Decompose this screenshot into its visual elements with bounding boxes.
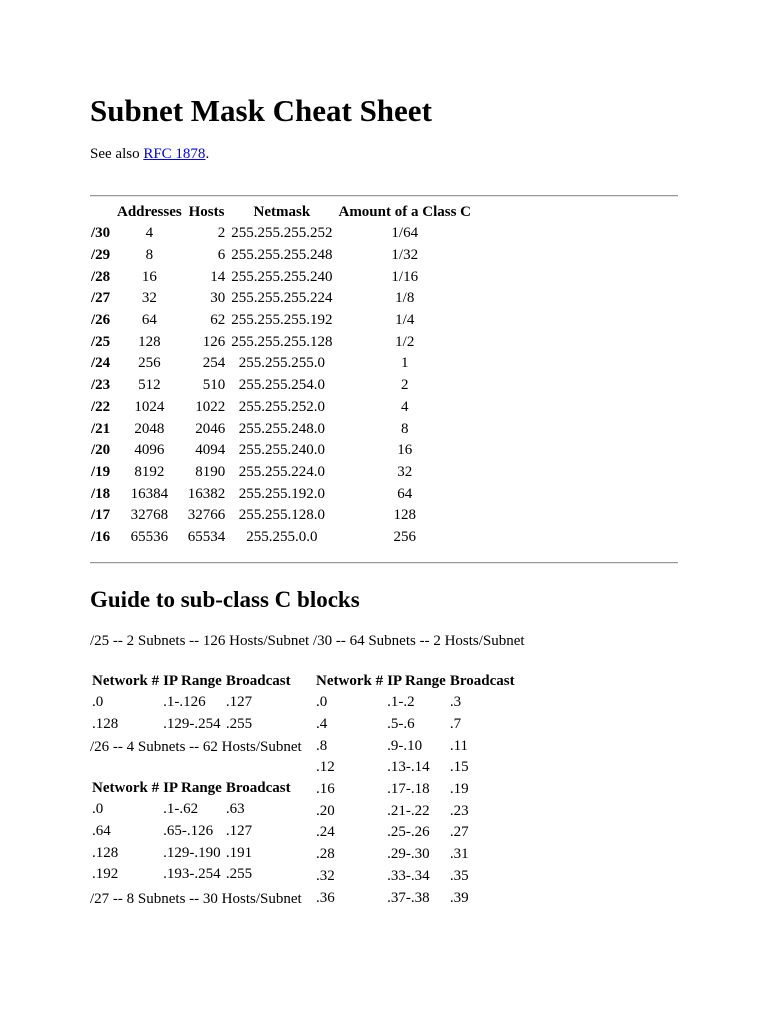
bottom-divider	[90, 562, 678, 564]
broadcast-header: Broadcast	[449, 673, 515, 689]
hosts-cell: 6	[217, 247, 226, 264]
addresses-cell: 4	[145, 225, 154, 242]
ip-range-cell: .21-.22	[387, 802, 430, 819]
broadcast-cell: .39	[449, 889, 469, 906]
addresses-cell: 16	[141, 268, 157, 285]
ip-range-cell: .29-.30	[387, 846, 430, 863]
hosts-cell: 14	[210, 268, 226, 285]
subnet-mask-table	[88, 202, 474, 548]
netmask-cell: 255.255.255.224	[231, 290, 333, 307]
class-c-amount-cell: 128	[393, 507, 416, 524]
broadcast-cell: .127	[225, 694, 253, 711]
prefix-cell: /28	[91, 268, 111, 285]
addresses-cell: 8192	[134, 463, 165, 480]
network-cell: .128	[92, 716, 119, 733]
hosts-cell: 2	[217, 225, 226, 242]
prefix-cell: /21	[91, 420, 111, 437]
subnet-25-body	[90, 692, 293, 735]
subnet-30-header-row	[314, 671, 517, 692]
column-header-hosts: Hosts	[188, 204, 225, 220]
netmask-cell: 255.255.192.0	[238, 485, 325, 502]
subnet-25-row	[90, 692, 293, 714]
broadcast-cell: .35	[449, 867, 469, 884]
subnet-30-body	[314, 692, 517, 909]
subnet-26-header-row	[90, 778, 293, 799]
broadcast-cell: .11	[449, 737, 469, 754]
class-c-amount-cell: 4	[400, 398, 409, 415]
mask-table-row	[88, 266, 474, 288]
broadcast-cell: .19	[449, 781, 469, 798]
mask-table-row	[88, 483, 474, 505]
mask-table-row	[88, 418, 474, 440]
broadcast-cell: .15	[449, 759, 469, 776]
subnet-26-table	[90, 778, 293, 886]
hosts-cell: 8190	[195, 463, 226, 480]
hosts-cell: 62	[210, 312, 226, 329]
subnet-26-row	[90, 821, 293, 843]
subnet-30-row	[314, 887, 517, 909]
hosts-cell: 126	[202, 333, 226, 350]
netmask-cell: 255.255.254.0	[238, 377, 325, 394]
ip-range-cell: .17-.18	[387, 781, 430, 798]
hosts-cell: 4094	[195, 442, 226, 459]
addresses-cell: 1024	[134, 398, 165, 415]
subnet-30-row	[314, 692, 517, 714]
mask-table-row	[88, 353, 474, 375]
broadcast-cell: .127	[225, 823, 253, 840]
prefix-cell: /18	[91, 485, 111, 502]
subnet-30-row	[314, 735, 517, 757]
see-also-suffix: .	[205, 146, 210, 162]
addresses-cell: 8	[145, 247, 154, 264]
ip-range-header: IP Range	[387, 673, 446, 689]
network-cell: .192	[92, 866, 119, 883]
ip-range-cell: .5-.6	[387, 716, 415, 733]
ip-range-cell: .65-.126	[163, 823, 214, 840]
addresses-cell: 4096	[134, 442, 165, 459]
broadcast-cell: .3	[449, 694, 462, 711]
network-cell: .8	[316, 737, 328, 754]
broadcast-cell: .191	[225, 844, 253, 861]
subnet-25-row	[90, 714, 293, 736]
netmask-cell: 255.255.240.0	[238, 442, 325, 459]
mask-table-row	[88, 527, 474, 549]
addresses-cell: 2048	[134, 420, 165, 437]
class-c-amount-cell: 256	[393, 528, 416, 545]
subnet-30-row	[314, 866, 517, 888]
network-cell: .28	[316, 846, 335, 863]
addresses-cell: 128	[138, 333, 161, 350]
netmask-cell: 255.255.255.192	[231, 312, 333, 329]
netmask-cell: 255.255.224.0	[238, 463, 325, 480]
netmask-cell: 255.255.255.248	[231, 247, 333, 264]
class-c-amount-cell: 1/32	[391, 247, 419, 264]
class-c-amount-cell: 1/16	[391, 268, 419, 285]
ip-range-cell: .1-.62	[163, 801, 199, 818]
netmask-cell: 255.255.255.0	[238, 355, 325, 372]
network-cell: .32	[316, 867, 335, 884]
network-cell: .0	[92, 801, 104, 818]
column-header-class-c-amount: Amount of a Class C	[338, 204, 471, 220]
ip-range-cell: .9-.10	[387, 737, 423, 754]
netmask-cell: 255.255.252.0	[238, 398, 325, 415]
mask-table-row	[88, 331, 474, 353]
network-cell: .64	[92, 823, 111, 840]
network-header: Network #	[92, 673, 160, 689]
mask-table-body	[88, 223, 474, 548]
prefix-cell: /22	[91, 398, 111, 415]
addresses-cell: 64	[141, 312, 157, 329]
prefix-cell: /17	[91, 507, 111, 524]
mask-table-row	[88, 397, 474, 419]
network-cell: .20	[316, 802, 335, 819]
subnet-26-body	[90, 799, 293, 886]
page-title: Subnet Mask Cheat Sheet	[90, 93, 432, 128]
guide-heading: Guide to sub-class C blocks	[90, 587, 360, 612]
subnet-25-table	[90, 671, 293, 735]
addresses-cell: 512	[138, 377, 161, 394]
mask-table-row	[88, 505, 474, 527]
ip-range-cell: .1-.126	[163, 694, 206, 711]
subnet-25-header-row	[90, 671, 293, 692]
prefix-cell: /26	[91, 312, 111, 329]
ip-range-cell: .33-.34	[387, 867, 430, 884]
subnet-30-row	[314, 822, 517, 844]
netmask-cell: 255.255.255.252	[231, 225, 333, 242]
ip-range-cell: .25-.26	[387, 824, 430, 841]
subnet-26-note: /26 -- 4 Subnets -- 62 Hosts/Subnet	[90, 739, 302, 755]
mask-table-row	[88, 310, 474, 332]
ip-range-cell: .37-.38	[387, 889, 430, 906]
subnet-30-row	[314, 757, 517, 779]
prefix-cell: /19	[91, 463, 111, 480]
broadcast-cell: .31	[449, 846, 469, 863]
class-c-amount-cell: 1	[400, 355, 409, 372]
netmask-cell: 255.255.0.0	[246, 528, 318, 545]
subnet-30-table	[314, 671, 517, 909]
netmask-cell: 255.255.128.0	[238, 507, 325, 524]
rfc-1878-link[interactable]: RFC 1878	[143, 146, 206, 162]
network-cell: .36	[316, 889, 335, 906]
ip-range-cell: .1-.2	[387, 694, 415, 711]
hosts-cell: 254	[202, 355, 226, 372]
network-cell: .4	[316, 716, 328, 733]
mask-table-header-row	[88, 202, 474, 223]
addresses-cell: 32768	[130, 507, 169, 524]
addresses-cell: 256	[138, 355, 161, 372]
class-c-amount-cell: 64	[397, 485, 413, 502]
ip-range-cell: .129-.254	[163, 716, 221, 733]
class-c-amount-cell: 8	[400, 420, 409, 437]
subnet-30-row	[314, 800, 517, 822]
network-cell: .0	[92, 694, 104, 711]
network-header: Network #	[316, 673, 384, 689]
broadcast-cell: .255	[225, 866, 253, 883]
prefix-cell: /16	[91, 528, 111, 545]
top-divider	[90, 195, 678, 197]
hosts-cell: 16382	[187, 485, 226, 502]
class-c-amount-cell: 1/4	[395, 312, 415, 329]
prefix-cell: /27	[91, 290, 111, 307]
network-cell: .0	[316, 694, 328, 711]
subnet-26-row	[90, 799, 293, 821]
broadcast-cell: .255	[225, 716, 253, 733]
class-c-amount-cell: 1/2	[395, 333, 415, 350]
netmask-cell: 255.255.248.0	[238, 420, 325, 437]
guide-intro-line: /25 -- 2 Subnets -- 126 Hosts/Subnet /30 -- 64 Subnets -- 2 Hosts/Subnet	[90, 633, 525, 649]
addresses-cell: 32	[141, 290, 157, 307]
prefix-cell: /20	[91, 442, 111, 459]
class-c-amount-cell: 2	[400, 377, 409, 394]
column-header-prefix	[88, 202, 114, 223]
prefix-cell: /23	[91, 377, 111, 394]
hosts-cell: 30	[210, 290, 226, 307]
addresses-cell: 65536	[130, 528, 169, 545]
broadcast-cell: .27	[449, 824, 469, 841]
mask-table-row	[88, 223, 474, 245]
mask-table-row	[88, 375, 474, 397]
hosts-cell: 2046	[195, 420, 226, 437]
ip-range-header: IP Range	[163, 780, 222, 796]
class-c-amount-cell: 32	[397, 463, 413, 480]
mask-table-row	[88, 462, 474, 484]
broadcast-cell: .23	[449, 802, 469, 819]
addresses-cell: 16384	[130, 485, 169, 502]
broadcast-header: Broadcast	[225, 780, 291, 796]
column-header-addresses: Addresses	[117, 204, 182, 220]
network-cell: .16	[316, 781, 335, 798]
subnet-30-row	[314, 844, 517, 866]
broadcast-header: Broadcast	[225, 673, 291, 689]
network-cell: .12	[316, 759, 335, 776]
prefix-cell: /25	[91, 333, 111, 350]
hosts-cell: 32766	[187, 507, 226, 524]
class-c-amount-cell: 1/64	[391, 225, 419, 242]
prefix-cell: /30	[91, 225, 111, 242]
network-cell: .24	[316, 824, 335, 841]
column-header-netmask: Netmask	[253, 204, 311, 220]
subnet-30-row	[314, 779, 517, 801]
mask-table-row	[88, 440, 474, 462]
subnet-27-note: /27 -- 8 Subnets -- 30 Hosts/Subnet	[90, 891, 302, 907]
mask-table-row	[88, 245, 474, 267]
ip-range-cell: .129-.190	[163, 844, 221, 861]
see-also-line	[90, 146, 209, 163]
hosts-cell: 65534	[187, 528, 226, 545]
hosts-cell: 1022	[195, 398, 226, 415]
broadcast-cell: .7	[449, 716, 462, 733]
prefix-cell: /24	[91, 355, 111, 372]
subnet-30-row	[314, 714, 517, 736]
class-c-amount-cell: 1/8	[395, 290, 415, 307]
mask-table-row	[88, 288, 474, 310]
subnet-26-row	[90, 842, 293, 864]
prefix-cell: /29	[91, 247, 111, 264]
netmask-cell: 255.255.255.128	[231, 333, 333, 350]
ip-range-cell: .13-.14	[387, 759, 430, 776]
network-header: Network #	[92, 780, 160, 796]
class-c-amount-cell: 16	[397, 442, 413, 459]
see-also-prefix: See also	[90, 146, 144, 162]
hosts-cell: 510	[202, 377, 226, 394]
subnet-26-row	[90, 864, 293, 886]
broadcast-cell: .63	[225, 801, 245, 818]
ip-range-cell: .193-.254	[163, 866, 221, 883]
ip-range-header: IP Range	[163, 673, 222, 689]
network-cell: .128	[92, 844, 119, 861]
netmask-cell: 255.255.255.240	[231, 268, 333, 285]
